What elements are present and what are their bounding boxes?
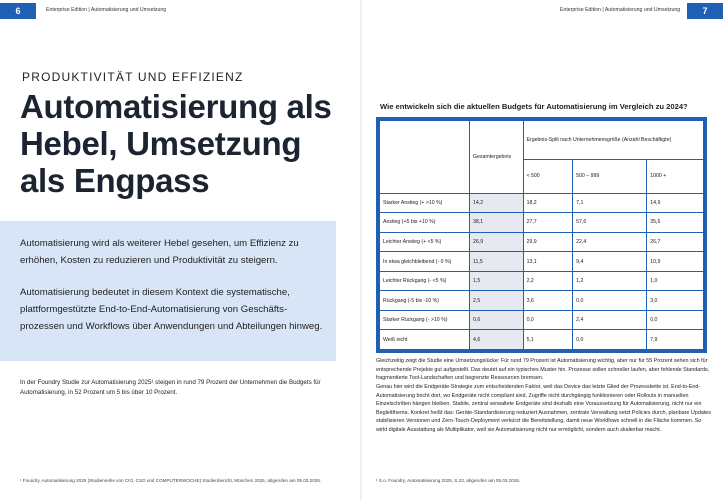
- cell-value: 0,0: [573, 330, 647, 350]
- cell-value: 18,2: [523, 193, 573, 213]
- right-page: [362, 0, 723, 500]
- cell-value: 3,0: [647, 291, 704, 311]
- row-label: Leichter Rückgang (- <5 %): [380, 271, 470, 291]
- table-body: [380, 193, 704, 349]
- footnote-left: ¹ Foundry, Automatisierung 2025 (Studienreihe von CIO, CSO und COMPUTERWOCHE) Studienbericht, München 2025, abgerufen am 05.03.2026.: [20, 478, 322, 483]
- intro-text: In der Foundry Studie zur Automatisierung 2025¹ steigen in rund 79 Prozent der Unternehmen die Budgets für Automatisierung, in 52 Prozent um 5 bis über 10 Prozent.: [20, 379, 321, 396]
- body-paragraph-1: Gleichzeitig zeigt die Studie eine Umsetzungslücke: Für rund 79 Prozent ist Automatisierung wichtig, aber nur für 55 Prozent sehen sich für entsprechende Projekte gut aufgestellt. Das deutet auf ein typisches Muster hin. Prozesse sollen schneller laufen, aber fehlende Standards, fragmentierte Tool-Landschaften und begrenzte Ressourcen bremsen.: [376, 358, 710, 382]
- row-label: In etwa gleichbleibend (- 0 %): [380, 252, 470, 272]
- row-label: Rückgang (-5 bis -10 %): [380, 291, 470, 311]
- left-page: [0, 0, 361, 500]
- row-label: Starker Anstieg (+ >10 %): [380, 193, 470, 213]
- cell-value: 1,2: [573, 271, 647, 291]
- cell-value: 27,7: [523, 213, 573, 233]
- body-paragraph-2: Genau hier wird die Endgeräte-Strategie zum entscheidenden Faktor, weil das Device das letzte Glied der Prozesskette ist. End-to-End-Automatisierung bricht dort, wo Endgeräte nicht compliant sind, Zugriffe nicht durchgängig funktionieren oder Rollouts in manuellen Einzelschritten hängen bleiben. Stabile, zentral verwaltete Endgeräte sind deshalb eine Voraussetzung für Automatisierung, nicht nur ein Begleitthema. Konkret heißt das: Geräte-Standardisierung reduziert Ausnahmen, zentrale Verwaltung setzt Policies durch, planbare Updates stabilisieren Versionen und Zero-Touch-Deployment verkürzt die Bereitstellung, damit neue Workflows schnell in die Fläche kommen. So wirkt digitale Ausstattung als Multiplikator, weil sie Automatisierung nicht nur ermöglicht, sondern auch skalierbar macht.: [376, 384, 712, 433]
- cell-value: 2,4: [573, 310, 647, 330]
- cell-total: 0,6: [470, 310, 524, 330]
- cell-value: 35,6: [647, 213, 704, 233]
- cell-total: 11,5: [470, 252, 524, 272]
- cell-value: 0,0: [573, 291, 647, 311]
- table-title: Wie entwickeln sich die aktuellen Budgets für Automatisierung im Vergleich zu 2024?: [380, 102, 688, 111]
- cell-value: 7,9: [647, 330, 704, 350]
- page-headline: Automatisierung als Hebel, Umsetzung als Engpass: [20, 88, 332, 199]
- header-sub: < 500: [523, 160, 573, 194]
- highlight-paragraph-2: Automatisierung bedeutet in diesem Kontext die systematische, plattformgestützte End-to-End-Automatisierung von Geschäfts-prozessen und Workflows über Anwendungen und Abteilungen hinweg.: [20, 287, 323, 332]
- cell-value: 0,0: [647, 310, 704, 330]
- kicker: PRODUKTIVITÄT UND EFFIZIENZ: [22, 70, 244, 84]
- cell-value: 10,9: [647, 252, 704, 272]
- cell-value: 14,9: [647, 193, 704, 213]
- cell-value: 1,0: [647, 271, 704, 291]
- table-row: [380, 330, 704, 350]
- table-row: [380, 252, 704, 272]
- row-label: Anstieg (+5 bis +10 %): [380, 213, 470, 233]
- table-row: [380, 271, 704, 291]
- cell-value: 22,4: [573, 232, 647, 252]
- cell-value: 26,7: [647, 232, 704, 252]
- cell-value: 5,1: [523, 330, 573, 350]
- page-number-right: 7: [687, 3, 723, 19]
- header-sub: 1000 +: [647, 160, 704, 194]
- page-number-left: 6: [0, 3, 36, 19]
- row-label: Weiß nicht: [380, 330, 470, 350]
- table-row: [380, 291, 704, 311]
- highlight-paragraph-1: Automatisierung wird als weiterer Hebel gesehen, um Effizienz zu erhöhen, Kosten zu reduzieren und Produktivität zu steigern.: [20, 238, 299, 266]
- table-row: [380, 232, 704, 252]
- row-label: Starker Rückgang (- >10 %): [380, 310, 470, 330]
- table-header-row: [380, 121, 704, 160]
- cell-value: 2,2: [523, 271, 573, 291]
- header-total: Gesamtergebnis: [470, 121, 524, 194]
- highlight-box: [0, 221, 336, 361]
- table-row: [380, 213, 704, 233]
- left-topbar: [0, 3, 361, 19]
- cell-value: 0,0: [523, 310, 573, 330]
- budget-table: [379, 120, 704, 350]
- cell-value: 7,1: [573, 193, 647, 213]
- table-row: [380, 193, 704, 213]
- cell-value: 9,4: [573, 252, 647, 272]
- cell-value: 13,1: [523, 252, 573, 272]
- cell-value: 57,6: [573, 213, 647, 233]
- cell-value: 29,9: [523, 232, 573, 252]
- table-row: [380, 310, 704, 330]
- running-head-right: Enterprise Edition | Automatisierung und Umsetzung: [560, 7, 681, 13]
- cell-value: 3,6: [523, 291, 573, 311]
- cell-total: 4,6: [470, 330, 524, 350]
- header-group: Ergebnis-Split nach Unternehmensgröße (Anzahl Beschäftigte): [523, 121, 703, 160]
- cell-total: 26,9: [470, 232, 524, 252]
- cell-total: 2,5: [470, 291, 524, 311]
- cell-total: 38,1: [470, 213, 524, 233]
- header-sub: 500 – 999: [573, 160, 647, 194]
- footnote-right: ¹ S.o. Foundry, Automatisierung 2025, S.23, abgerufen am 05.03.2026.: [376, 478, 521, 483]
- row-label: Leichter Anstieg (+ <5 %): [380, 232, 470, 252]
- running-head-left: Enterprise Edition | Automatisierung und Umsetzung: [46, 7, 167, 13]
- cell-total: 14,2: [470, 193, 524, 213]
- header-corner: [380, 121, 470, 194]
- cell-total: 1,5: [470, 271, 524, 291]
- right-topbar: [362, 3, 723, 19]
- budget-table-frame: [376, 117, 707, 353]
